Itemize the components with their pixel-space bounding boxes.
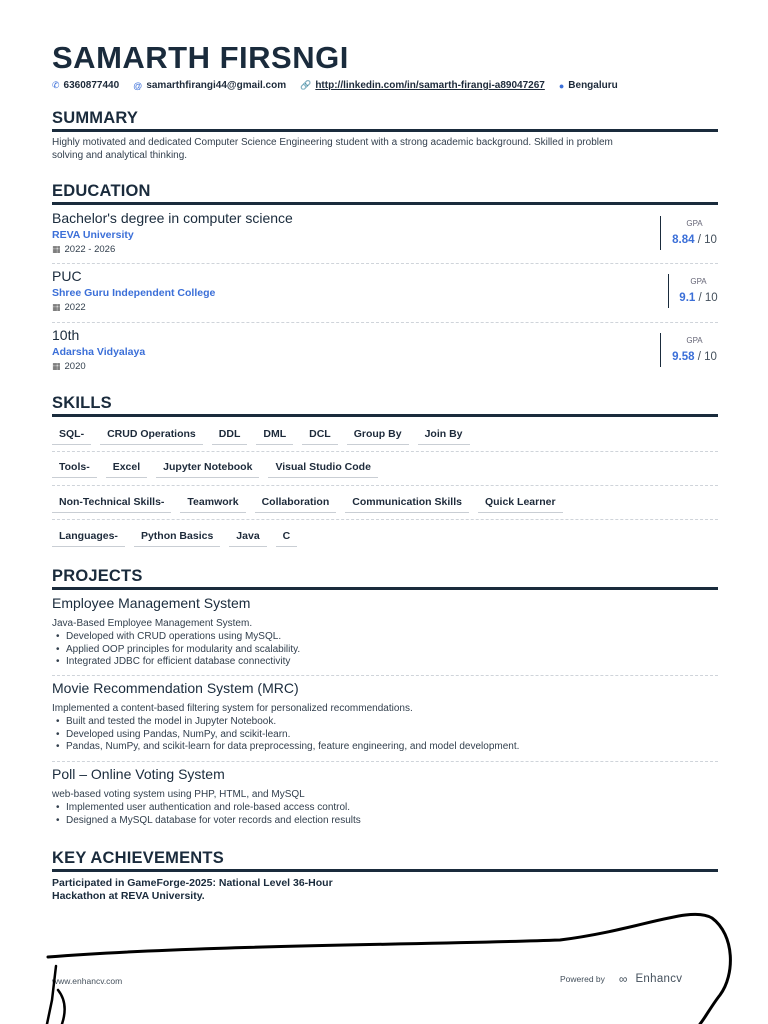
project-bullets xyxy=(52,802,718,827)
link-icon: 🔗 xyxy=(300,80,312,90)
project-item xyxy=(52,766,718,827)
contact-linkedin[interactable] xyxy=(300,80,545,91)
gpa-value-line xyxy=(679,292,718,304)
skill-row xyxy=(52,461,718,478)
project-bullets xyxy=(52,716,718,754)
dates-text: 2022 - 2026 xyxy=(64,244,116,255)
gpa-label: GPA xyxy=(686,219,703,228)
gpa-max: / 10 xyxy=(698,292,718,304)
bullet-item: • Applied OOP principles for modularity and scalability. xyxy=(52,644,718,657)
achievement-line: Participated in GameForge-2025: National Level 36-Hour xyxy=(52,877,333,889)
skill-row xyxy=(52,496,718,513)
skill-chip: C xyxy=(276,530,298,547)
calendar-icon: ▦ xyxy=(52,244,61,254)
footer-website[interactable]: www.enhancv.com xyxy=(52,976,123,986)
phone-icon: ✆ xyxy=(52,80,60,90)
gpa-max: / 10 xyxy=(697,234,717,246)
education-dates xyxy=(52,302,718,313)
projects-heading: PROJECTS xyxy=(52,567,718,590)
bullet-item: • Implemented user authentication and role-based access control. xyxy=(52,802,718,815)
skill-chip: Non-Technical Skills- xyxy=(52,496,171,513)
skill-chip: Join By xyxy=(418,428,470,445)
gpa-value: 9.58 xyxy=(672,351,695,363)
bullet-item: • Built and tested the model in Jupyter Notebook. xyxy=(52,716,718,729)
calendar-icon: ▦ xyxy=(52,361,61,371)
skill-chip: SQL- xyxy=(52,428,91,445)
project-title: Poll – Online Voting System xyxy=(52,766,225,782)
skill-chip: DCL xyxy=(302,428,338,445)
bullet-item: • Designed a MySQL database for voter records and election results xyxy=(52,815,718,828)
gpa-max: / 10 xyxy=(697,351,717,363)
skill-chip: Communication Skills xyxy=(345,496,469,513)
gpa-box xyxy=(660,333,718,367)
project-description: Java-Based Employee Management System. xyxy=(52,618,253,629)
gpa-label: GPA xyxy=(690,277,707,286)
brand-name: Enhancv xyxy=(635,973,683,985)
gpa-box xyxy=(660,216,718,250)
gpa-value-line xyxy=(671,351,718,363)
at-icon: @ xyxy=(133,80,143,91)
candidate-name: SAMARTH FIRSNGI xyxy=(52,40,349,75)
skill-chip: Group By xyxy=(347,428,409,445)
divider xyxy=(52,761,718,762)
bullet-item: • Developed using Pandas, NumPy, and scikit-learn. xyxy=(52,729,718,742)
linkedin-link[interactable]: http://linkedin.com/in/samarth-firangi-a89047267 xyxy=(315,80,545,91)
powered-by-text: Powered by xyxy=(560,974,605,984)
gpa-value-line xyxy=(671,234,718,246)
divider xyxy=(52,263,718,264)
school-name: Shree Guru Independent College xyxy=(52,287,216,299)
divider xyxy=(52,485,718,486)
project-description: Implemented a content-based filtering system for personalized recommendations. xyxy=(52,703,413,714)
achievement-line: Hackathon at REVA University. xyxy=(52,890,205,902)
skill-chip: Languages- xyxy=(52,530,125,547)
location-text: Bengaluru xyxy=(568,80,618,91)
summary-line: Highly motivated and dedicated Computer Science Engineering student with a strong academic background. Skilled in problem xyxy=(52,137,613,148)
skill-chip: Tools- xyxy=(52,461,97,478)
contact-location xyxy=(559,80,618,91)
summary-text xyxy=(52,137,712,162)
divider xyxy=(52,519,718,520)
divider xyxy=(52,675,718,676)
divider xyxy=(52,451,718,452)
contact-bar xyxy=(52,80,632,91)
project-bullets xyxy=(52,631,718,669)
skill-chip: Collaboration xyxy=(255,496,337,513)
gpa-value: 8.84 xyxy=(672,234,695,246)
skill-chip: Teamwork xyxy=(180,496,245,513)
divider xyxy=(52,322,718,323)
education-dates xyxy=(52,244,718,255)
calendar-icon: ▦ xyxy=(52,302,61,312)
contact-phone xyxy=(52,80,119,91)
degree-title: Bachelor's degree in computer science xyxy=(52,210,293,226)
degree-title: PUC xyxy=(52,268,82,284)
education-heading: EDUCATION xyxy=(52,182,718,205)
skill-chip: CRUD Operations xyxy=(100,428,203,445)
achievement-text xyxy=(52,877,392,903)
skill-chip: DML xyxy=(256,428,293,445)
skills-heading: SKILLS xyxy=(52,394,718,417)
achievements-heading: KEY ACHIEVEMENTS xyxy=(52,849,718,872)
skill-chip: Java xyxy=(229,530,266,547)
project-item xyxy=(52,595,718,669)
phone-text: 6360877440 xyxy=(63,80,120,91)
bullet-item: • Integrated JDBC for efficient database connectivity xyxy=(52,656,718,669)
skill-chip: Quick Learner xyxy=(478,496,563,513)
gpa-value: 9.1 xyxy=(679,292,696,304)
skill-chip: Python Basics xyxy=(134,530,220,547)
location-pin-icon: ● xyxy=(558,80,565,91)
degree-title: 10th xyxy=(52,327,80,343)
education-dates xyxy=(52,361,718,372)
education-item xyxy=(52,327,718,372)
skill-row xyxy=(52,530,718,547)
project-item xyxy=(52,680,718,754)
skill-row xyxy=(52,428,718,445)
summary-heading: SUMMARY xyxy=(52,109,718,132)
education-item xyxy=(52,268,718,313)
school-name: Adarsha Vidyalaya xyxy=(52,346,146,358)
school-name: REVA University xyxy=(52,229,134,241)
education-item xyxy=(52,210,718,255)
project-description: web-based voting system using PHP, HTML, and MySQL xyxy=(52,789,305,800)
contact-email[interactable] xyxy=(133,80,286,91)
skill-chip: DDL xyxy=(212,428,248,445)
gpa-label: GPA xyxy=(686,336,703,345)
bullet-item: • Developed with CRUD operations using MySQL. xyxy=(52,631,718,644)
dates-text: 2022 xyxy=(64,302,86,313)
footer-branding xyxy=(560,972,682,986)
skill-chip: Jupyter Notebook xyxy=(156,461,259,478)
skill-chip: Visual Studio Code xyxy=(268,461,377,478)
gpa-box xyxy=(668,274,718,308)
summary-line: solving and analytical thinking. xyxy=(52,149,188,161)
skill-chip: Excel xyxy=(106,461,147,478)
project-title: Movie Recommendation System (MRC) xyxy=(52,680,299,696)
email-text[interactable]: samarthfirangi44@gmail.com xyxy=(146,80,287,91)
enhancv-logo-icon: ∞ xyxy=(618,972,628,986)
project-title: Employee Management System xyxy=(52,595,251,611)
dates-text: 2020 xyxy=(64,361,86,372)
bullet-item: • Pandas, NumPy, and scikit-learn for data preprocessing, feature engineering, and model development. xyxy=(52,741,718,754)
